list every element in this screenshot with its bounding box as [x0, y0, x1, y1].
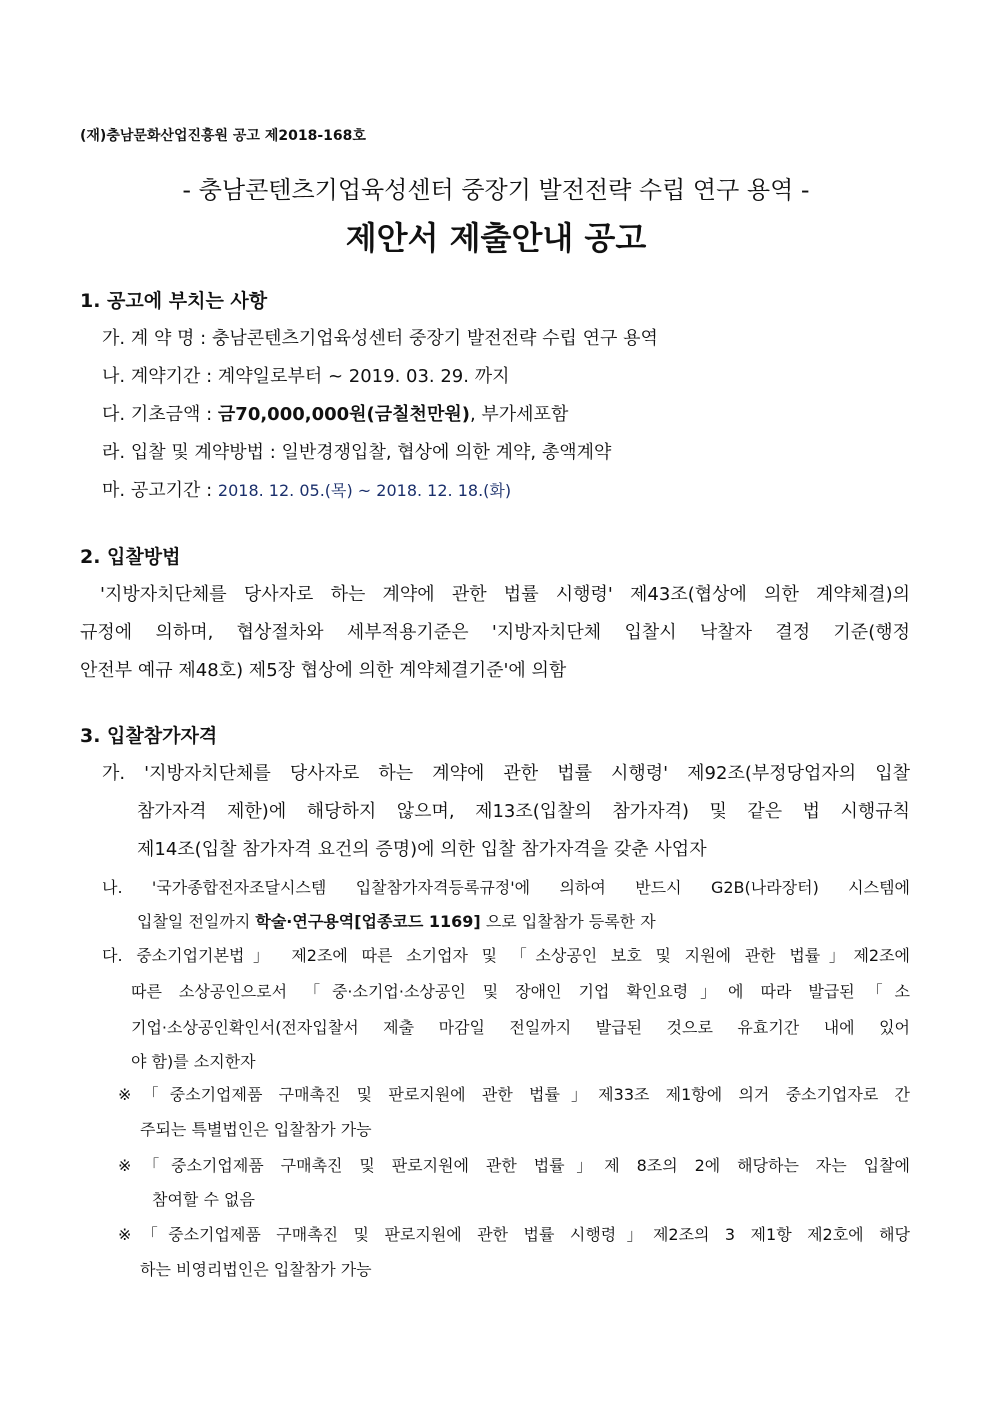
qualification-na-line: [137, 910, 656, 934]
notice-period-row: [102, 479, 511, 503]
base-amount-value: 금70,000,000원(금칠천만원): [217, 404, 470, 425]
qualification-na-line: 나. '국가종합전자조달시스템 입찰참가자격등록규정'에 의하여 반드시 G2B(나라장터) 시스템에: [102, 878, 910, 897]
contract-period-row: [102, 365, 509, 389]
base-amount-suffix: , 부가세포함: [469, 404, 569, 425]
note-line: 하는 비영리법인은 입찰참가 가능: [140, 1260, 372, 1279]
section-1-heading: 1. 공고에 부치는 사항: [80, 290, 268, 312]
notice-title: 제안서 제출안내 공고: [345, 219, 647, 257]
qualification-da-line: 다. 중소기업기본법」 제2조에 따른 소기업자 및 「소상공인 보호 및 지원에 관한 법률」제2조에: [102, 946, 910, 965]
contract-name-label: 가. 계 약 명 :: [102, 328, 212, 349]
section-2-heading: 2. 입찰방법: [80, 546, 181, 568]
qualification-da-line: 기업·소상공인확인서(전자입찰서 제출 마감일 전일까지 발급된 것으로 유효기간 내에 있어: [131, 1018, 910, 1037]
bid-method-paragraph-line: 규정에 의하며, 협상절차와 세부적용기준은 '지방자치단체 입찰시 낙찰자 결정 기준(행정: [80, 622, 910, 643]
base-amount-row: [102, 403, 568, 427]
qualification-ga-line: 가. '지방자치단체를 당사자로 하는 계약에 관한 법률 시행령' 제92조(부정당업자의 입찰: [102, 763, 910, 784]
bid-method-paragraph-line: 안전부 예규 제48호) 제5장 협상에 의한 계약체결기준'에 의함: [80, 660, 567, 681]
notice-period-value: 2018. 12. 05.(목) ~ 2018. 12. 18.(화): [217, 481, 512, 500]
base-amount-label: 다. 기초금액 :: [102, 404, 218, 425]
qualification-ga-line: 참가자격 제한)에 해당하지 않으며, 제13조(입찰의 참가자격) 및 같은 법 시행규칙: [137, 801, 910, 822]
qualification-da-line: 야 함)를 소지한자: [131, 1052, 256, 1071]
bid-method-value: 일반경쟁입찰, 협상에 의한 계약, 총액계약: [281, 442, 612, 463]
bid-method-row: [102, 441, 611, 465]
note-line: 주되는 특별법인은 입찰참가 가능: [140, 1120, 372, 1139]
section-3-heading: 3. 입찰참가자격: [80, 725, 218, 747]
contract-name-value: 충남콘텐츠기업육성센터 중장기 발전전략 수립 연구 용역: [211, 328, 658, 349]
note-line: ※「중소기업제품 구매촉진 및 판로지원에 관한 법률」제 8조의 2에 해당하는 자는 입찰에: [118, 1156, 910, 1175]
qualification-na-suffix: 으로 입찰참가 등록한 자: [480, 912, 656, 931]
note-line: ※「중소기업제품 구매촉진 및 판로지원에 관한 법률 시행령」제2조의 3 제1항 제2호에 해당: [118, 1225, 910, 1244]
qualification-da-line: 따른 소상공인으로서 「중·소기업·소상공인 및 장애인 기업 확인요령」에 따라 발급된「소: [131, 982, 910, 1001]
notice-subtitle: - 충남콘텐츠기업육성센터 중장기 발전전략 수립 연구 용역 -: [182, 176, 810, 204]
contract-name-row: [102, 327, 658, 351]
notice-number: (재)충남문화산업진흥원 공고 제2018-168호: [80, 128, 366, 144]
business-code-text: 학술·연구용역[업종코드 1169]: [255, 912, 481, 931]
contract-period-value: 계약일로부터 ~ 2019. 03. 29. 까지: [217, 366, 510, 387]
note-line: 참여할 수 없음: [152, 1190, 255, 1209]
bid-method-paragraph-line: '지방자치단체를 당사자로 하는 계약에 관한 법률 시행령' 제43조(협상에 의한 계약체결)의: [100, 584, 910, 605]
notice-period-label: 마. 공고기간 :: [102, 480, 218, 501]
contract-period-label: 나. 계약기간 :: [102, 366, 218, 387]
bid-method-label: 라. 입찰 및 계약방법 :: [102, 442, 282, 463]
note-line: ※「중소기업제품 구매촉진 및 판로지원에 관한 법률」제33조 제1항에 의거 중소기업자로 간: [118, 1085, 910, 1104]
qualification-ga-line: 제14조(입찰 참가자격 요건의 증명)에 의한 입찰 참가자격을 갖춘 사업자: [137, 839, 707, 860]
qualification-na-prefix: 입찰일 전일까지: [137, 912, 256, 931]
